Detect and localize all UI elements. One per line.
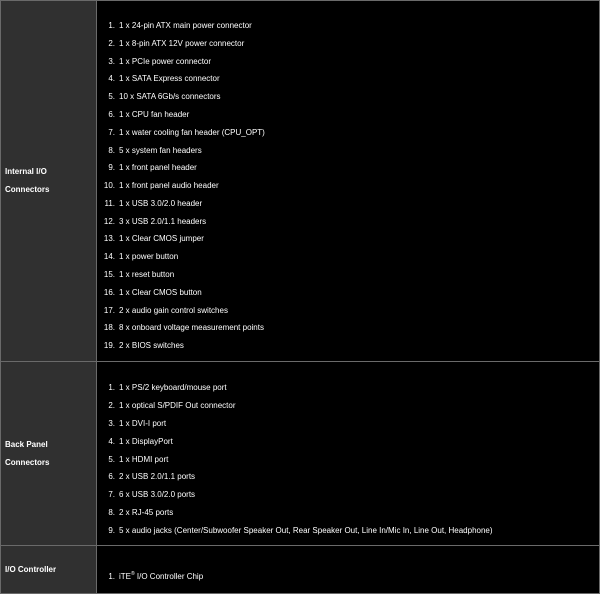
list-item: 16. 1 x Clear CMOS button [103, 287, 202, 297]
list-item: 15. 1 x reset button [103, 270, 175, 280]
spec-row-io-controller [1, 546, 600, 594]
list-item: 5. 1 x HDMI port [108, 454, 169, 464]
list-item: 2. 1 x optical S/PDIF Out connector [108, 401, 236, 411]
list-item: 7. 1 x water cooling fan header (CPU_OPT) [108, 127, 265, 137]
row-value [97, 546, 600, 594]
row-label [1, 546, 97, 594]
row-label-line: Connectors [5, 185, 50, 194]
row-label [1, 362, 97, 546]
row-label-line: Back Panel [5, 439, 48, 449]
list-item: 4. 1 x SATA Express connector [108, 74, 220, 84]
list-item: 1. 1 x PS/2 keyboard/mouse port [108, 383, 227, 393]
list-item: 9. 5 x audio jacks (Center/Subwoofer Speaker Out, Rear Speaker Out, Line In/Mic In, Line Out, Headphone) [108, 525, 493, 535]
back-panel-connector-list [97, 367, 599, 539]
spec-row-back-panel-connectors [1, 362, 600, 546]
list-item: 8. 5 x system fan headers [108, 145, 202, 155]
io-controller-list [97, 553, 599, 586]
list-item: 6. 1 x CPU fan header [108, 109, 190, 119]
list-item: 4. 1 x DisplayPort [108, 436, 173, 446]
list-item: 2. 1 x 8-pin ATX 12V power connector [108, 38, 245, 48]
list-item: 3. 1 x DVI-I port [108, 419, 167, 428]
list-item: 5. 10 x SATA 6Gb/s connectors [108, 92, 221, 102]
list-item: 19. 2 x BIOS switches [103, 341, 184, 351]
list-item: 11. 1 x USB 3.0/2.0 header [104, 198, 203, 208]
list-item: 1. iTE® I/O Controller Chip [108, 571, 204, 582]
list-item: 3. 1 x PCIe power connector [108, 56, 212, 66]
list-item: 6. 2 x USB 2.0/1.1 ports [108, 472, 196, 482]
spec-row-internal-io-connectors [1, 1, 600, 362]
list-item: 8. 2 x RJ-45 ports [108, 507, 174, 517]
row-label-line: I/O Controller [5, 564, 57, 574]
row-value [97, 1, 600, 362]
row-value [97, 362, 600, 546]
list-item: 1. 1 x 24-pin ATX main power connector [108, 20, 252, 30]
row-label-line: Internal I/O [5, 167, 47, 176]
list-item: 7. 6 x USB 3.0/2.0 ports [108, 490, 196, 500]
list-item: 14. 1 x power button [103, 252, 179, 262]
internal-connector-list [97, 7, 599, 355]
list-item: 9. 1 x front panel header [108, 163, 197, 173]
list-item: 18. 8 x onboard voltage measurement points [103, 323, 264, 333]
list-item: 17. 2 x audio gain control switches [103, 305, 228, 315]
row-label [1, 1, 97, 362]
list-item: 12. 3 x USB 2.0/1.1 headers [103, 216, 207, 226]
list-item: 10. 1 x front panel audio header [103, 181, 219, 191]
row-label-line: Connectors [5, 457, 50, 467]
list-item: 13. 1 x Clear CMOS jumper [103, 234, 204, 244]
